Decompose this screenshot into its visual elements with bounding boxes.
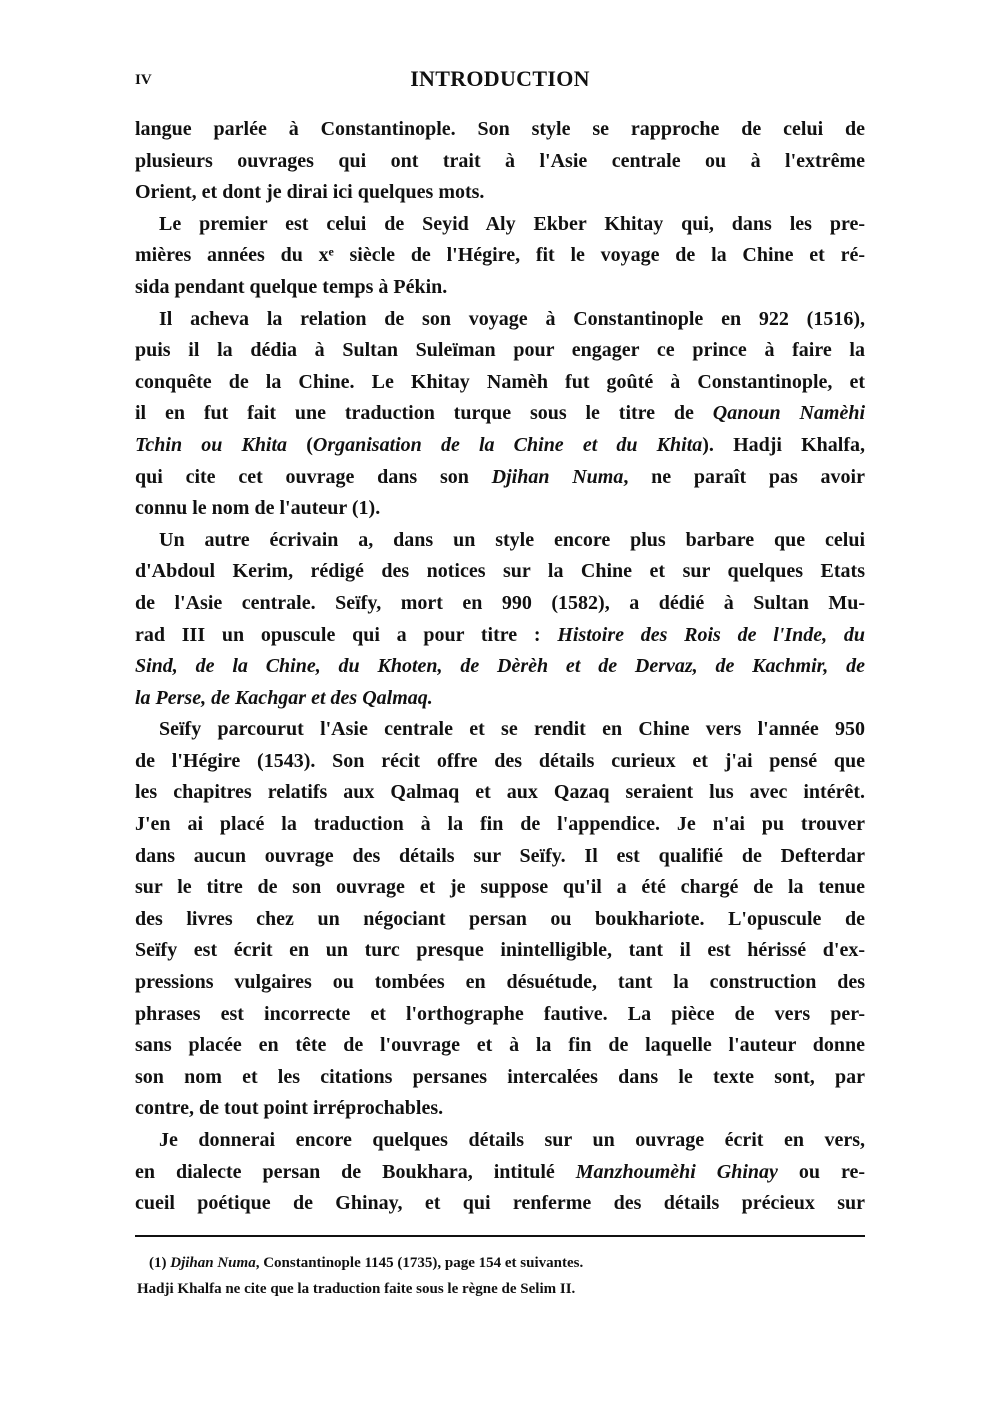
running-head: [135, 66, 865, 98]
text-line: [135, 967, 865, 999]
text-segment: Hadji Khalfa ne cite que la traduction faite sous le règne de Selim II.: [137, 1281, 576, 1297]
text-line: [135, 651, 865, 683]
text-line: [135, 714, 865, 746]
body-text: [135, 114, 865, 1220]
text-segment: pressions vulgaires ou tombées en désuétude, tant la construction des: [135, 971, 865, 994]
text-line: [135, 809, 865, 841]
footnote-divider: [135, 1235, 865, 1237]
text-segment: Il acheva la relation de son voyage à Constantinople en 922 (1516),: [159, 307, 865, 330]
text-segment: les chapitres relatifs aux Qalmaq et aux Qazaq seraient lus avec intérêt.: [135, 781, 865, 804]
text-segment: plusieurs ouvrages qui ont trait à l'Asie centrale ou à l'extrême: [135, 149, 865, 172]
text-segment: rad III un opuscule qui a pour titre :: [135, 623, 558, 646]
text-line: [135, 335, 865, 367]
text-line: [135, 620, 865, 652]
text-segment: ou re-: [777, 1160, 865, 1183]
text-line: [135, 777, 865, 809]
italic-title-text: Djihan Numa: [170, 1255, 256, 1271]
text-line: [135, 556, 865, 588]
italic-title-text: la Perse, de Kachgar et des Qalmaq.: [135, 686, 433, 709]
text-line: [135, 367, 865, 399]
text-segment: Le premier est celui de Seyid Aly Ekber Khitay qui, dans les pre-: [159, 212, 865, 235]
text-line: [135, 525, 865, 557]
text-segment: puis il la dédia à Sultan Suleïman pour engager ce prince à faire la: [135, 339, 865, 362]
text-line: [135, 588, 865, 620]
italic-title-text: Manzhoumèhi Ghinay: [575, 1160, 778, 1183]
footnotes: [137, 1250, 857, 1302]
text-segment: , ne paraît pas avoir: [623, 465, 865, 488]
text-segment: conquête de la Chine. Le Khitay Namèh fut goûté à Constantinople, et: [135, 370, 865, 393]
text-line: [135, 430, 865, 462]
text-line: [135, 904, 865, 936]
text-segment: contre, de tout point irréprochables.: [135, 1097, 444, 1120]
text-segment: sida pendant quelque temps à Pékin.: [135, 275, 448, 298]
text-segment: il en fut fait une traduction turque sous le titre de: [135, 402, 713, 425]
footnote-line: [137, 1250, 857, 1276]
text-line: [135, 146, 865, 178]
text-segment: son nom et les citations persanes intercalées dans le texte sont, par: [135, 1065, 865, 1088]
text-segment: langue parlée à Constantinople. Son style se rapproche de celui de: [135, 118, 865, 140]
text-line: [135, 398, 865, 430]
text-line: [135, 746, 865, 778]
text-segment: en dialecte persan de Boukhara, intitulé: [135, 1160, 576, 1183]
page-number: IV: [135, 72, 152, 88]
text-segment: phrases est incorrecte et l'orthographe fautive. La pièce de vers per-: [135, 1002, 865, 1025]
text-segment: de l'Hégire (1543). Son récit offre des détails curieux et j'ai pensé que: [135, 749, 865, 772]
text-segment: d'Abdoul Kerim, rédigé des notices sur la Chine et sur quelques Etats: [135, 560, 865, 583]
text-line: [135, 1157, 865, 1189]
text-line: [135, 177, 865, 209]
text-segment: qui cite cet ouvrage dans son: [135, 465, 492, 488]
text-segment: Orient, et dont je dirai ici quelques mots.: [135, 181, 485, 204]
text-segment: Un autre écrivain a, dans un style encore plus barbare que celui: [159, 528, 865, 551]
text-line: [135, 1188, 865, 1220]
text-line: [135, 493, 865, 525]
text-line: [135, 462, 865, 494]
text-line: [135, 683, 865, 715]
italic-title-text: Tchin ou Khita: [135, 433, 288, 456]
text-line: [135, 114, 865, 146]
text-segment: J'en ai placé la traduction à la fin de l'appendice. Je n'ai pu trouver: [135, 813, 865, 836]
text-line: [135, 935, 865, 967]
text-line: [135, 209, 865, 241]
text-segment: sans placée en tête de l'ouvrage et à la fin de laquelle l'auteur donne: [135, 1034, 865, 1057]
text-line: [135, 304, 865, 336]
text-line: [135, 1093, 865, 1125]
italic-title-text: Sind, de la Chine, du Khoten, de Dèrèh et de Dervaz, de Kachmir, de: [135, 655, 865, 678]
text-segment: dans aucun ouvrage des détails sur Seïfy. Il est qualifié de Defterdar: [135, 844, 865, 867]
italic-title-text: Organisation de la Chine et du Khita: [312, 433, 703, 456]
text-line: [135, 1030, 865, 1062]
text-segment: Seïfy est écrit en un turc presque inintelligible, tant il est hérissé d'ex-: [135, 939, 865, 962]
text-segment: (1): [149, 1255, 171, 1271]
italic-title-text: Djihan Numa: [491, 465, 624, 488]
italic-title-text: Qanoun Namèhi: [712, 402, 865, 425]
text-segment: mières années du xᵉ siècle de l'Hégire, fit le voyage de la Chine et ré-: [135, 244, 865, 267]
text-line: [135, 999, 865, 1031]
text-line: [135, 272, 865, 304]
text-segment: ). Hadji Khalfa,: [702, 433, 865, 456]
text-segment: sur le titre de son ouvrage et je suppose qu'il a été chargé de la tenue: [135, 876, 865, 899]
text-segment: (: [287, 433, 313, 456]
text-line: [135, 240, 865, 272]
text-segment: Je donnerai encore quelques détails sur un ouvrage écrit en vers,: [159, 1129, 865, 1151]
text-line: [135, 872, 865, 904]
text-segment: , Constantinople 1145 (1735), page 154 et suivantes.: [255, 1255, 584, 1271]
text-segment: Seïfy parcourut l'Asie centrale et se rendit en Chine vers l'année 950: [159, 718, 865, 741]
text-line: [135, 1062, 865, 1094]
text-segment: des livres chez un négociant persan ou boukhariote. L'opuscule de: [135, 907, 865, 930]
text-line: [135, 1125, 865, 1157]
page-title: INTRODUCTION: [410, 66, 590, 91]
text-segment: de l'Asie centrale. Seïfy, mort en 990 (1582), a dédié à Sultan Mu-: [135, 591, 865, 614]
italic-title-text: Histoire des Rois de l'Inde, du: [557, 623, 865, 646]
text-segment: connu le nom de l'auteur (1).: [135, 497, 381, 520]
footnote-line: [137, 1276, 857, 1302]
text-segment: cueil poétique de Ghinay, et qui renferme des détails précieux sur: [135, 1192, 865, 1215]
text-line: [135, 841, 865, 873]
